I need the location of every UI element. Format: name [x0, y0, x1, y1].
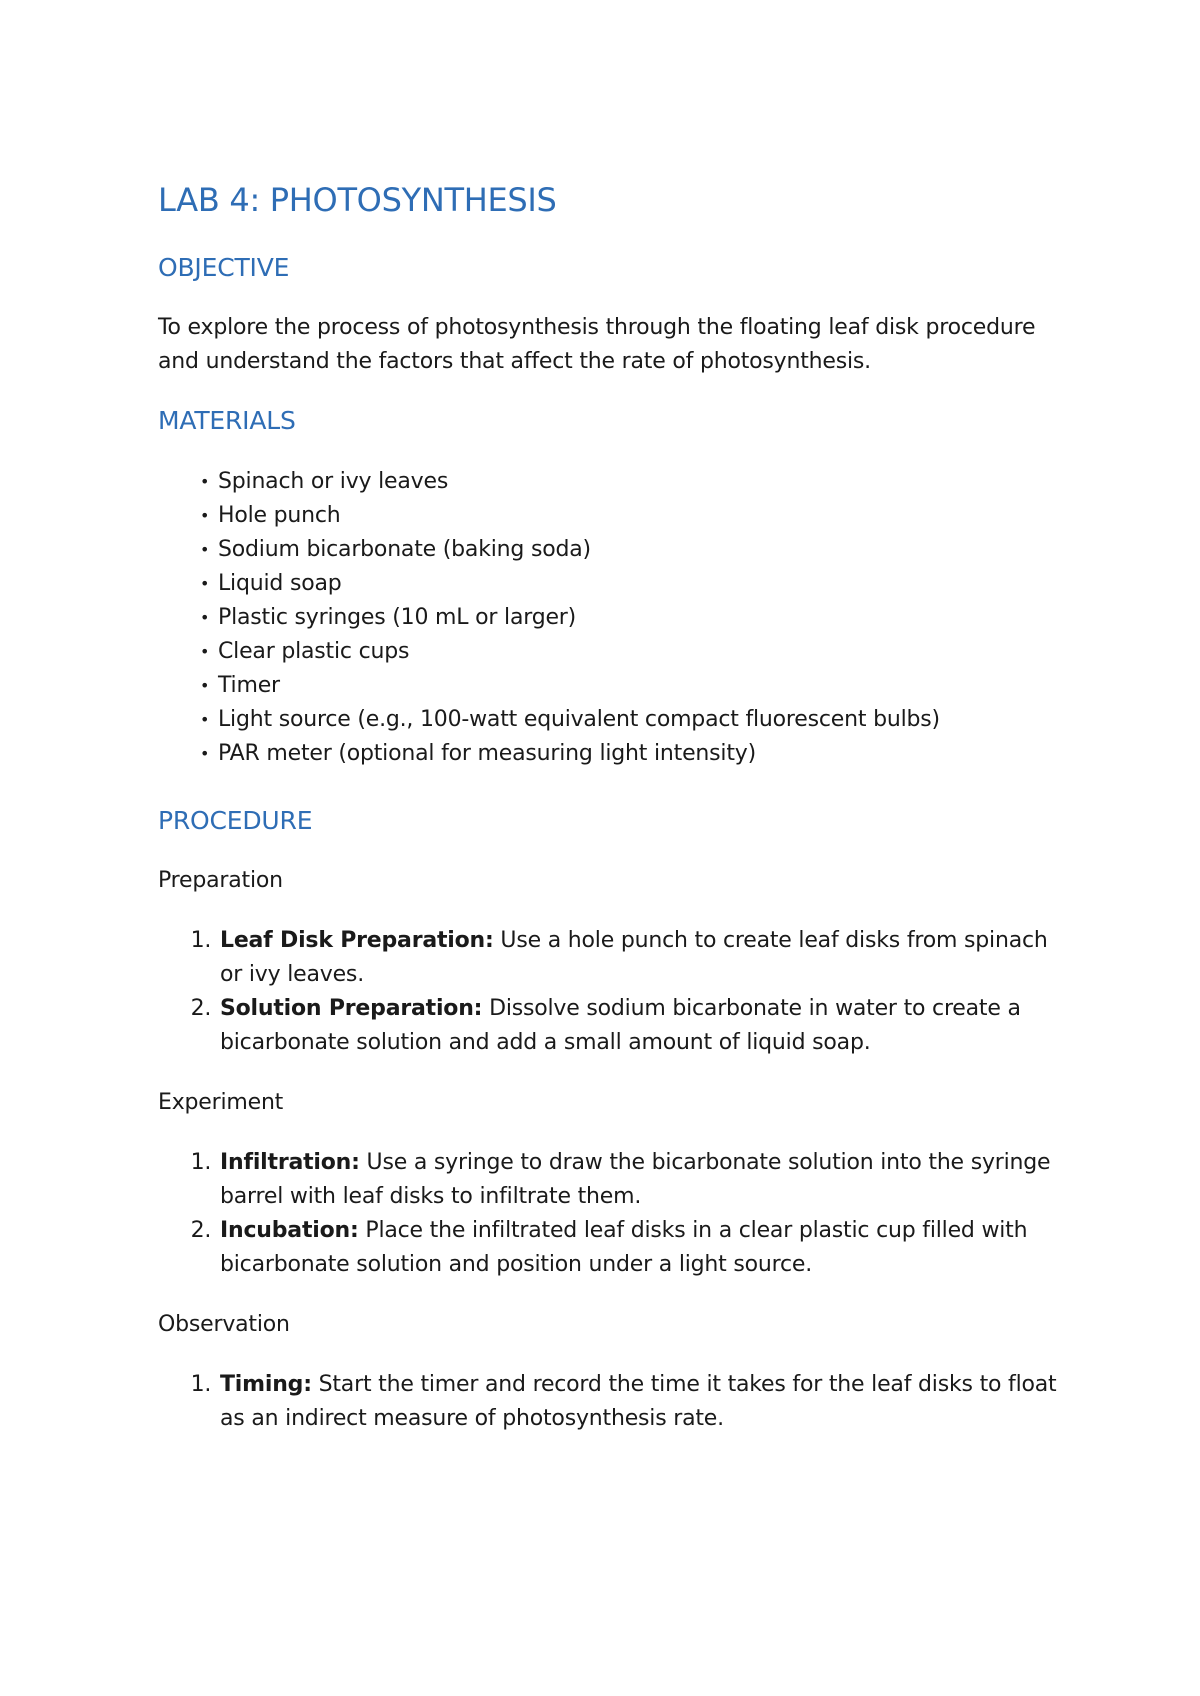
preparation-subheading: Preparation — [158, 867, 283, 893]
step-item — [218, 1368, 1058, 1436]
step-text: Start the timer and record the time it takes for the leaf disks to float as an indirect measure of photosynthesis rate. — [220, 1371, 1057, 1431]
step-label: Infiltration: — [220, 1149, 360, 1175]
document-title: LAB 4: PHOTOSYNTHESIS — [158, 181, 557, 219]
list-item: • Light source (e.g., 100-watt equivalent compact fluorescent bulbs) — [200, 703, 1058, 737]
materials-list — [158, 465, 1058, 771]
materials-heading: MATERIALS — [158, 406, 296, 436]
step-item — [218, 1214, 1058, 1282]
list-item: • Sodium bicarbonate (baking soda) — [200, 533, 1058, 567]
step-text: Place the infiltrated leaf disks in a clear plastic cup filled with bicarbonate solution and position under a light source. — [220, 1217, 1028, 1277]
objective-text: To explore the process of photosynthesis through the floating leaf disk procedure and understand the factors that affect the rate of photosynthesis. — [158, 315, 1036, 375]
step-text: Use a hole punch to create leaf disks from spinach or ivy leaves. — [220, 927, 1048, 987]
list-item: • Hole punch — [200, 499, 1058, 533]
objective-heading: OBJECTIVE — [158, 253, 290, 282]
list-item: • Liquid soap — [200, 567, 1058, 601]
list-item: • Clear plastic cups — [200, 635, 1058, 669]
step-label: Timing: — [220, 1371, 312, 1397]
document-page — [158, 180, 1058, 1462]
step-item — [218, 992, 1058, 1060]
preparation-steps — [158, 924, 1058, 1060]
step-label: Incubation: — [220, 1217, 359, 1243]
step-item — [218, 924, 1058, 992]
list-item: • Timer — [200, 669, 1058, 703]
step-item — [218, 1146, 1058, 1214]
observation-subheading: Observation — [158, 1311, 290, 1337]
list-item: • Spinach or ivy leaves — [200, 465, 1058, 499]
step-text: Dissolve sodium bicarbonate in water to create a bicarbonate solution and add a small amount of liquid soap. — [220, 995, 1021, 1055]
procedure-heading: PROCEDURE — [158, 805, 313, 835]
step-text: Use a syringe to draw the bicarbonate solution into the syringe barrel with leaf disks to infiltrate them. — [220, 1149, 1051, 1209]
step-label: Leaf Disk Preparation: — [220, 927, 494, 953]
experiment-steps — [158, 1146, 1058, 1282]
step-label: Solution Preparation: — [220, 995, 483, 1021]
list-item: • PAR meter (optional for measuring light intensity) — [200, 737, 1058, 771]
list-item: • Plastic syringes (10 mL or larger) — [200, 601, 1058, 635]
observation-steps — [158, 1368, 1058, 1436]
experiment-subheading: Experiment — [158, 1089, 284, 1115]
